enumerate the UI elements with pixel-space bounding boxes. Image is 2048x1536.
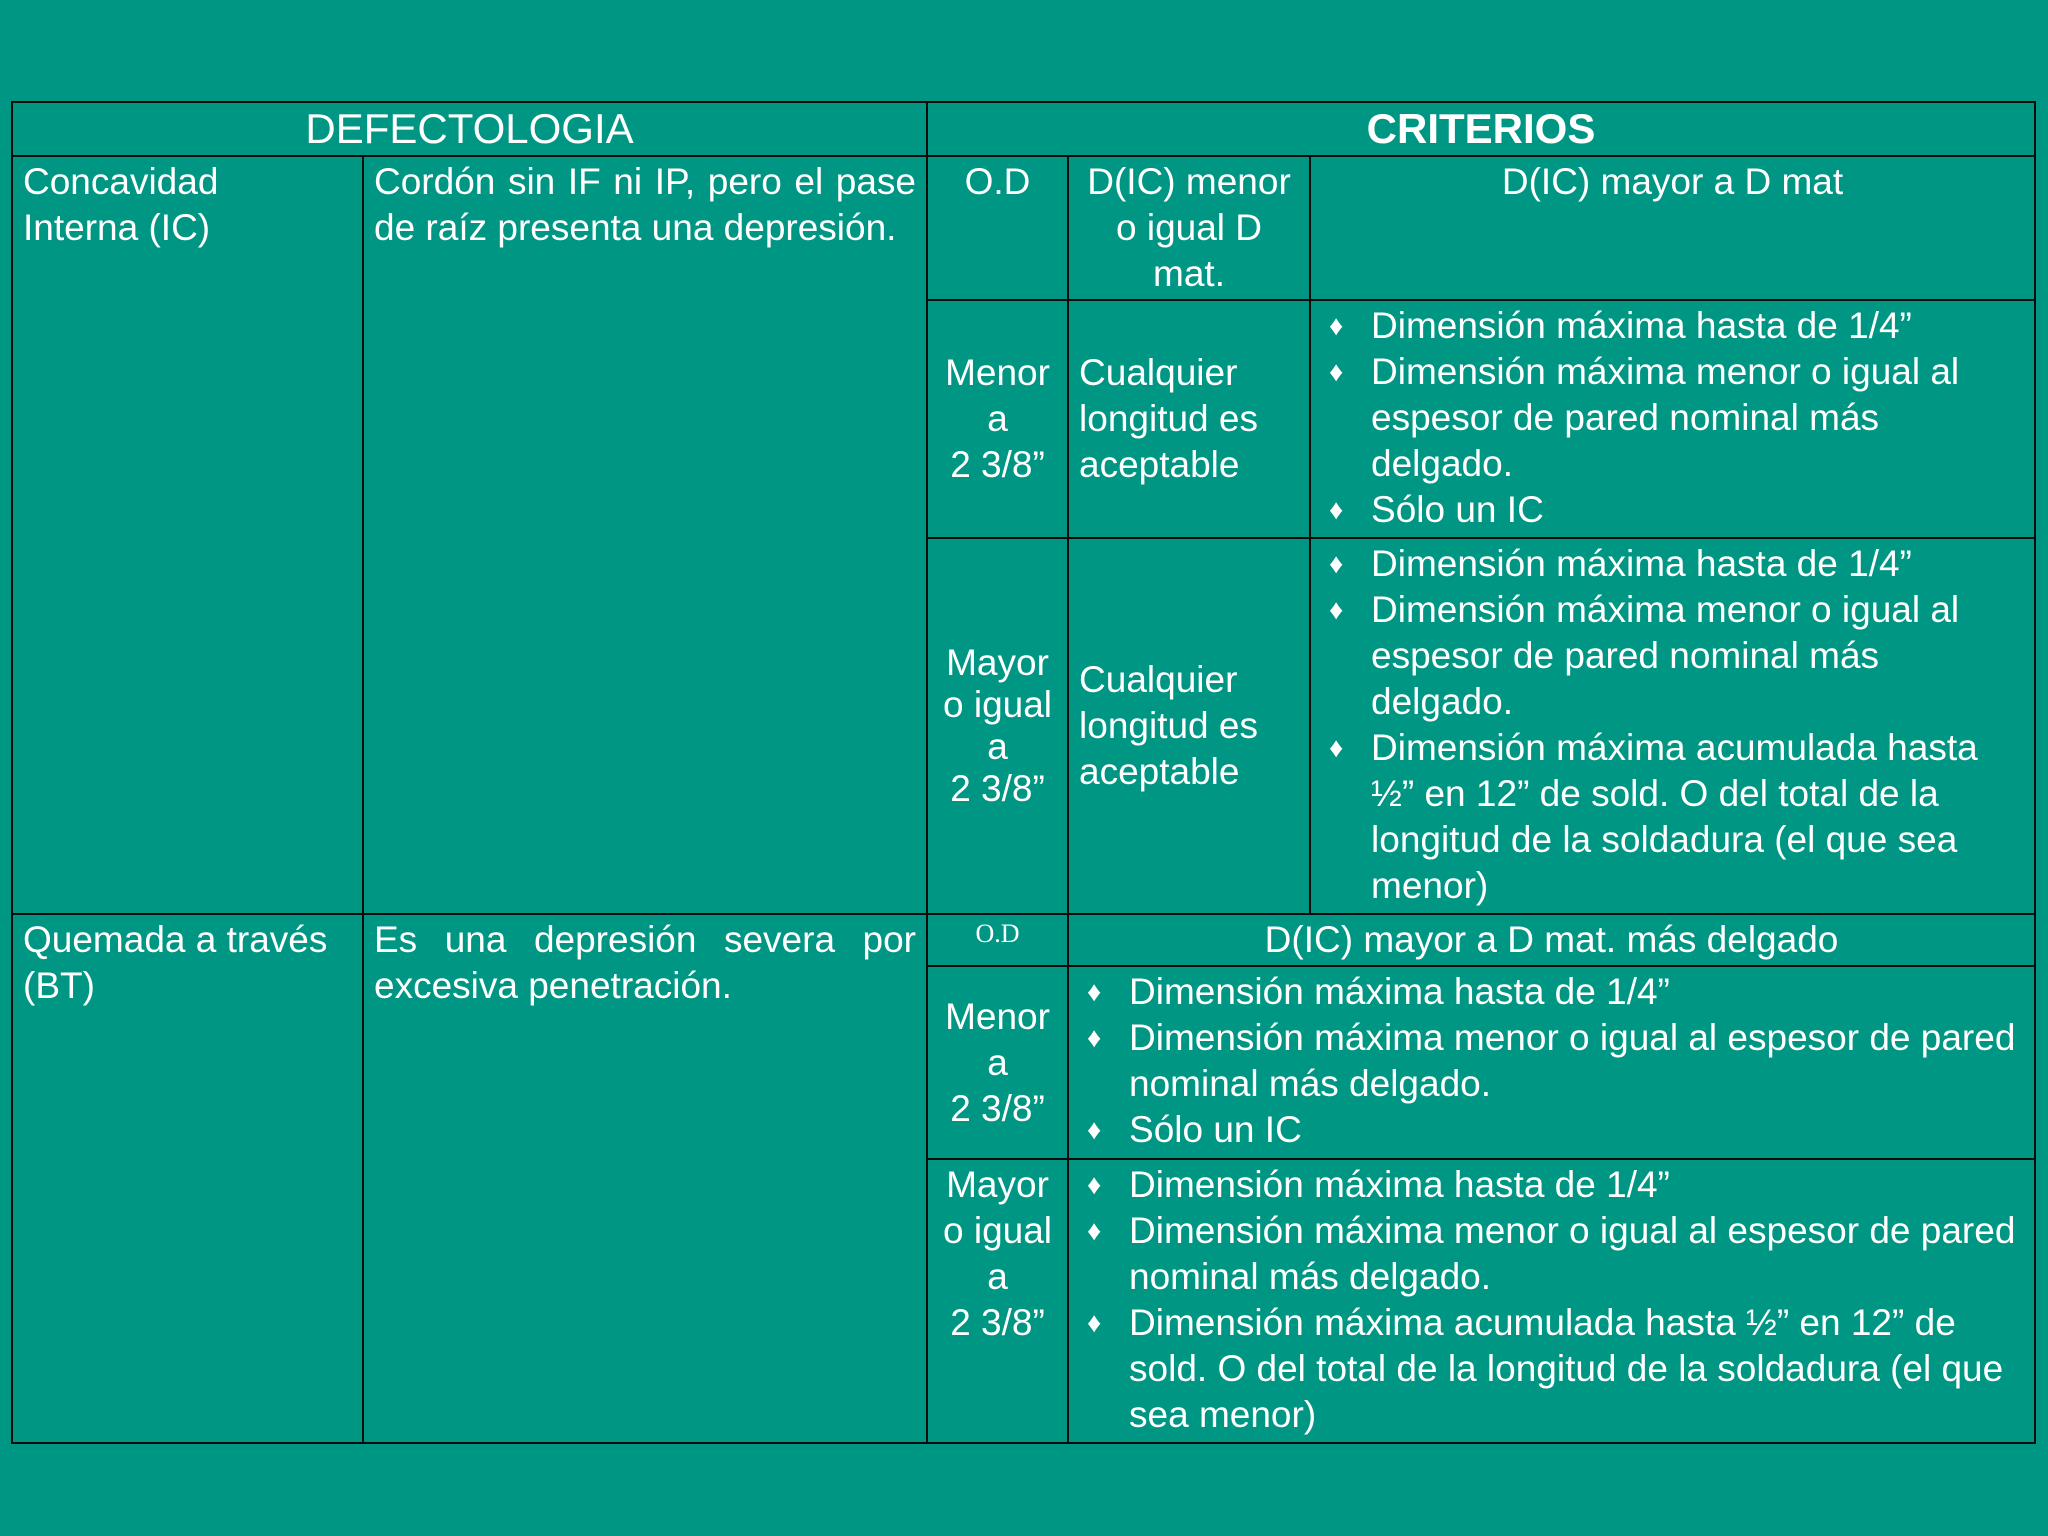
od-line: o igual	[943, 1210, 1053, 1251]
length-line: Cualquier	[1079, 352, 1238, 393]
ic-mayor-od-cell	[927, 538, 1068, 914]
bt-name-cell	[12, 914, 363, 1443]
od-line: a	[987, 1041, 1008, 1083]
bullet-text: Dimensión máxima menor o igual al espesor de pared nominal más delgado.	[1129, 1017, 2016, 1104]
ic-name-line: Interna (IC)	[23, 207, 211, 248]
bullet-text: Sólo un IC	[1371, 489, 1544, 530]
od-line: a	[987, 1256, 1008, 1297]
length-line: longitud es	[1079, 398, 1258, 439]
list-item	[1321, 303, 2024, 349]
list-item	[1321, 587, 2024, 725]
ic-menor-criteria-cell	[1310, 300, 2035, 538]
bt-menor-od-cell	[927, 966, 1068, 1159]
list-item	[1079, 1300, 2024, 1438]
od-line: 2 3/8”	[950, 444, 1045, 485]
od-line: Mayor	[946, 642, 1049, 683]
od-line: o igual	[943, 684, 1053, 725]
bullet-list	[1079, 969, 2024, 1153]
ic-less-equal-header	[1068, 156, 1310, 300]
od-line: 2 3/8”	[950, 1087, 1045, 1129]
od-line: Mayor	[946, 1164, 1049, 1205]
list-item	[1321, 725, 2024, 909]
bt-criterion-header: D(IC) mayor a D mat. más delgado	[1068, 914, 2035, 966]
length-line: Cualquier	[1079, 659, 1238, 700]
od-line: Menor	[945, 995, 1050, 1037]
list-item	[1321, 349, 2024, 487]
diamond-icon: ♦	[1087, 1114, 1102, 1145]
bt-mayor-od-cell	[927, 1159, 1068, 1443]
ic-subheader-row	[12, 156, 2035, 300]
diamond-icon: ♦	[1329, 356, 1344, 387]
ic-less-equal-line: D(IC) menor	[1087, 161, 1291, 202]
ic-description-cell: Cordón sin IF ni IP, pero el pase de raíz presenta una depresión.	[363, 156, 927, 914]
bt-mayor-criteria-cell	[1068, 1159, 2035, 1443]
bullet-text: Dimensión máxima hasta de 1/4”	[1129, 971, 1670, 1012]
bullet-list	[1321, 303, 2024, 533]
length-line: longitud es	[1079, 705, 1258, 746]
header-criterios: CRITERIOS	[927, 102, 2035, 156]
bullet-list	[1321, 541, 2024, 909]
ic-greater-header: D(IC) mayor a D mat	[1310, 156, 2035, 300]
od-line: 2 3/8”	[950, 768, 1045, 809]
list-item	[1321, 487, 2024, 533]
diamond-icon: ♦	[1329, 310, 1344, 341]
bullet-list	[1079, 1162, 2024, 1438]
diamond-icon: ♦	[1087, 1307, 1102, 1338]
ic-menor-od-cell	[927, 300, 1068, 538]
length-line: aceptable	[1079, 751, 1240, 792]
od-line: 2 3/8”	[950, 1302, 1045, 1343]
ic-less-equal-line: mat.	[1153, 253, 1225, 294]
bullet-text: Dimensión máxima hasta de 1/4”	[1371, 305, 1912, 346]
table-header-row	[12, 102, 2035, 156]
ic-mayor-criteria-cell	[1310, 538, 2035, 914]
bt-subheader-row	[12, 914, 2035, 966]
ic-name-cell	[12, 156, 363, 914]
bullet-text: Dimensión máxima acumulada hasta ½” en 12” de sold. O del total de la longitud de la soldadura (el que sea menor)	[1371, 727, 1978, 906]
bt-od-header: O.D	[927, 914, 1068, 966]
list-item	[1079, 1015, 2024, 1107]
diamond-icon: ♦	[1329, 494, 1344, 525]
od-line: Menor	[945, 352, 1050, 393]
bt-name-line: (BT)	[23, 965, 95, 1006]
diamond-icon: ♦	[1087, 976, 1102, 1007]
diamond-icon: ♦	[1329, 594, 1344, 625]
diamond-icon: ♦	[1087, 1169, 1102, 1200]
bullet-text: Dimensión máxima menor o igual al espesor de pared nominal más delgado.	[1371, 351, 1960, 484]
bullet-text: Dimensión máxima hasta de 1/4”	[1371, 543, 1912, 584]
list-item	[1079, 969, 2024, 1015]
bt-name-line: Quemada a través	[23, 919, 328, 960]
bullet-text: Sólo un IC	[1129, 1109, 1302, 1150]
od-line: a	[987, 398, 1008, 439]
ic-less-equal-line: o igual D	[1116, 207, 1263, 248]
criteria-table	[11, 101, 2036, 1444]
ic-name-line: Concavidad	[23, 161, 219, 202]
header-defectologia: DEFECTOLOGIA	[12, 102, 927, 156]
ic-od-header: O.D	[927, 156, 1068, 300]
od-line: a	[987, 726, 1008, 767]
bullet-text: Dimensión máxima menor o igual al espesor de pared nominal más delgado.	[1129, 1210, 2016, 1297]
list-item	[1079, 1208, 2024, 1300]
bt-description-cell: Es una depresión severa por excesiva penetración.	[363, 914, 927, 1443]
list-item	[1079, 1162, 2024, 1208]
bt-menor-criteria-cell	[1068, 966, 2035, 1159]
diamond-icon: ♦	[1329, 732, 1344, 763]
diamond-icon: ♦	[1087, 1022, 1102, 1053]
list-item	[1079, 1107, 2024, 1153]
length-line: aceptable	[1079, 444, 1240, 485]
ic-mayor-length-cell	[1068, 538, 1310, 914]
diamond-icon: ♦	[1329, 548, 1344, 579]
list-item	[1321, 541, 2024, 587]
ic-menor-length-cell	[1068, 300, 1310, 538]
bullet-text: Dimensión máxima menor o igual al espesor de pared nominal más delgado.	[1371, 589, 1960, 722]
bullet-text: Dimensión máxima hasta de 1/4”	[1129, 1164, 1670, 1205]
diamond-icon: ♦	[1087, 1215, 1102, 1246]
bullet-text: Dimensión máxima acumulada hasta ½” en 12” de sold. O del total de la longitud de la soldadura (el que sea menor)	[1129, 1302, 2004, 1435]
